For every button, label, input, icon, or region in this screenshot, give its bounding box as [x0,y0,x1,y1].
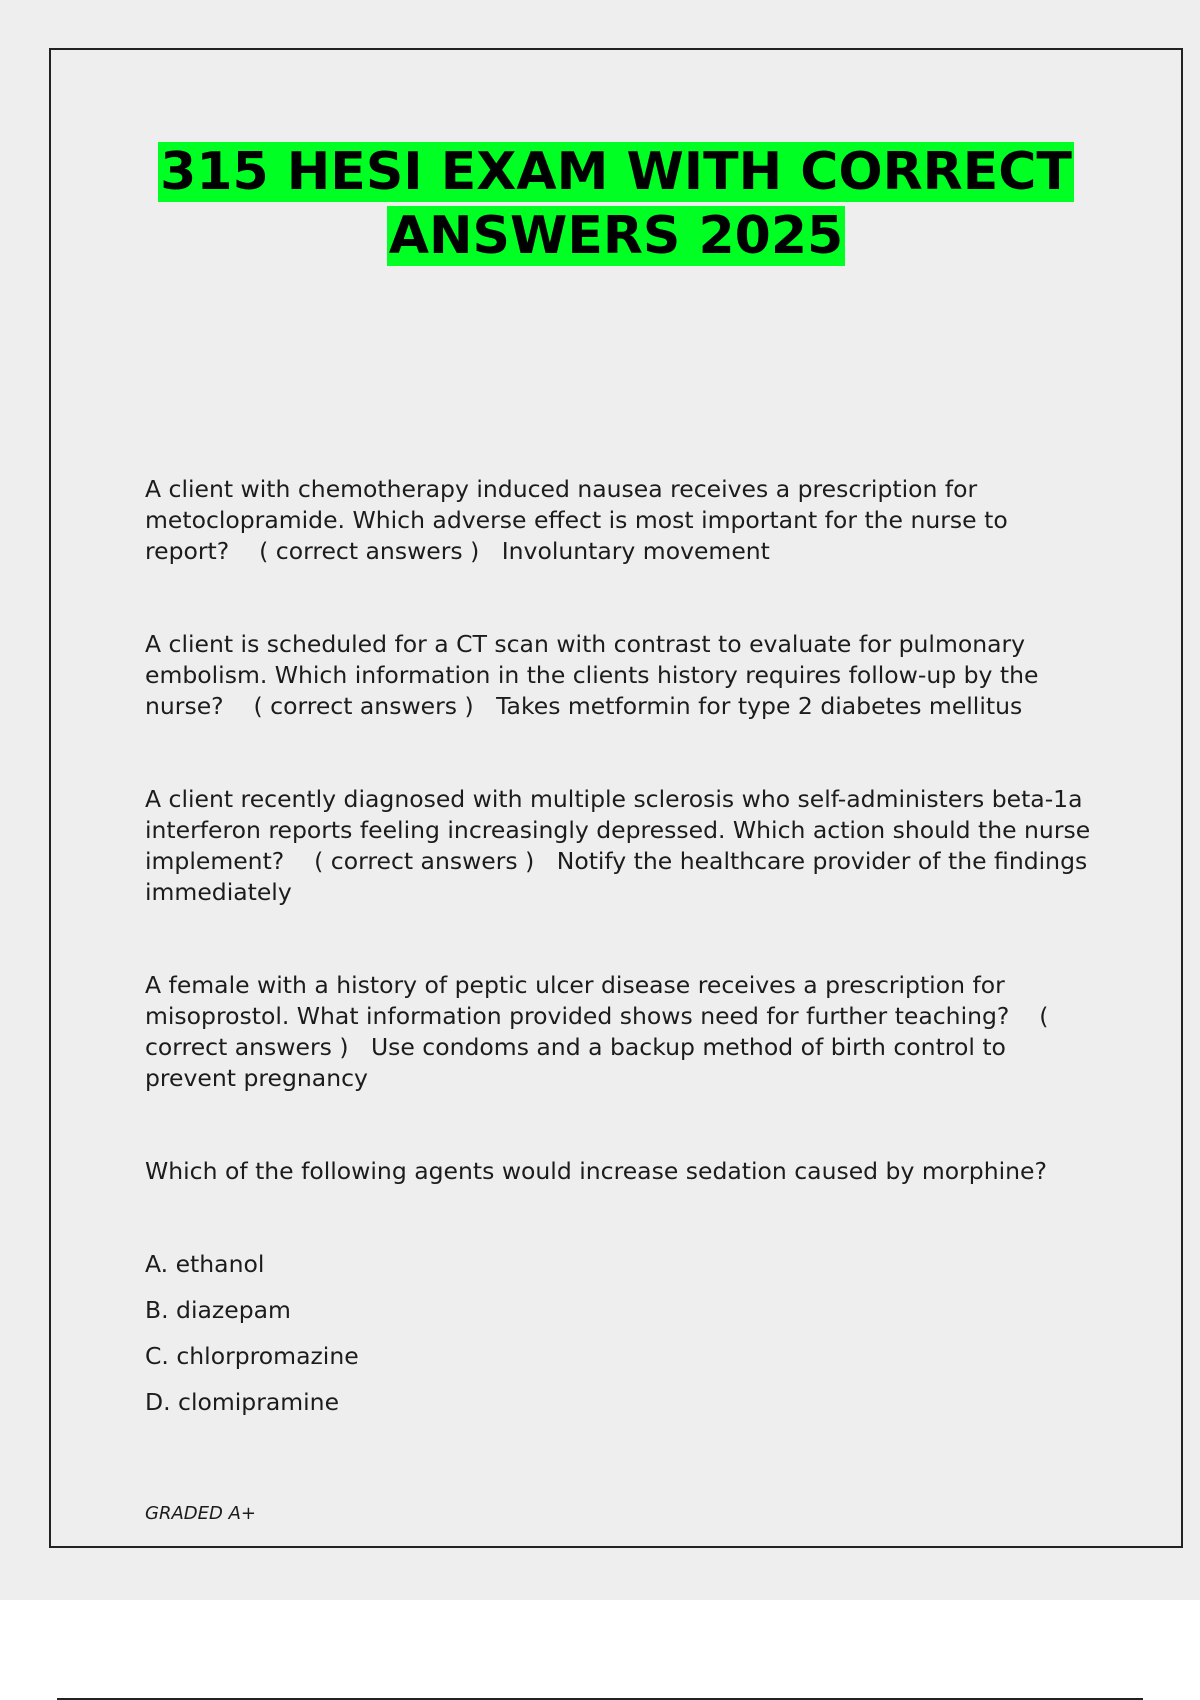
document-body [145,474,1095,1433]
answer-marker: ( correct answers ) [314,847,535,875]
answer-marker: ( correct answers ) [253,692,474,720]
answer-text: Takes metformin for type 2 diabetes mellitus [496,692,1023,720]
answer-marker: ( correct answers ) [259,537,480,565]
answer-text: Notify the healthcare provider of the findings immediately [145,847,1088,906]
grade-label: GRADED A+ [145,1503,256,1524]
question-text: A client with chemotherapy induced nausea receives a prescription for metoclopramide. Which adverse effect is most important for the nurse to report? [145,475,1008,565]
mc-option-c: C. chlorpromazine [145,1342,359,1370]
title-line-1: 315 HESI EXAM WITH CORRECT [160,142,1072,202]
answer-text: Use condoms and a backup method of birth control to prevent pregnancy [145,1033,1006,1092]
mc-options-list [145,1249,1095,1418]
mc-option-a: A. ethanol [145,1250,265,1278]
question-text: A client recently diagnosed with multiple sclerosis who self-administers beta-1a interferon reports feeling increasingly depressed. Which action should the nurse implement? [145,785,1091,875]
question-block-3 [145,784,1095,908]
question-block-1 [145,474,1095,567]
document-title [49,140,1183,268]
question-text: A client is scheduled for a CT scan with contrast to evaluate for pulmonary embolism. Which information in the clients history requires follow-up by the nurse? [145,630,1039,720]
title-line-2: ANSWERS 2025 [388,206,844,266]
question-block-4 [145,970,1095,1094]
answer-text: Involuntary movement [501,537,770,565]
question-block-2 [145,629,1095,722]
mc-option-b: B. diazepam [145,1296,291,1324]
mc-option-d: D. clomipramine [145,1388,340,1416]
question-text: A female with a history of peptic ulcer disease receives a prescription for misoprostol. What information provided shows need for further teaching? [145,971,1010,1030]
mc-question-text: Which of the following agents would increase sedation caused by morphine? [145,1157,1047,1185]
answer-marker: ( correct answers ) [145,1002,1049,1061]
